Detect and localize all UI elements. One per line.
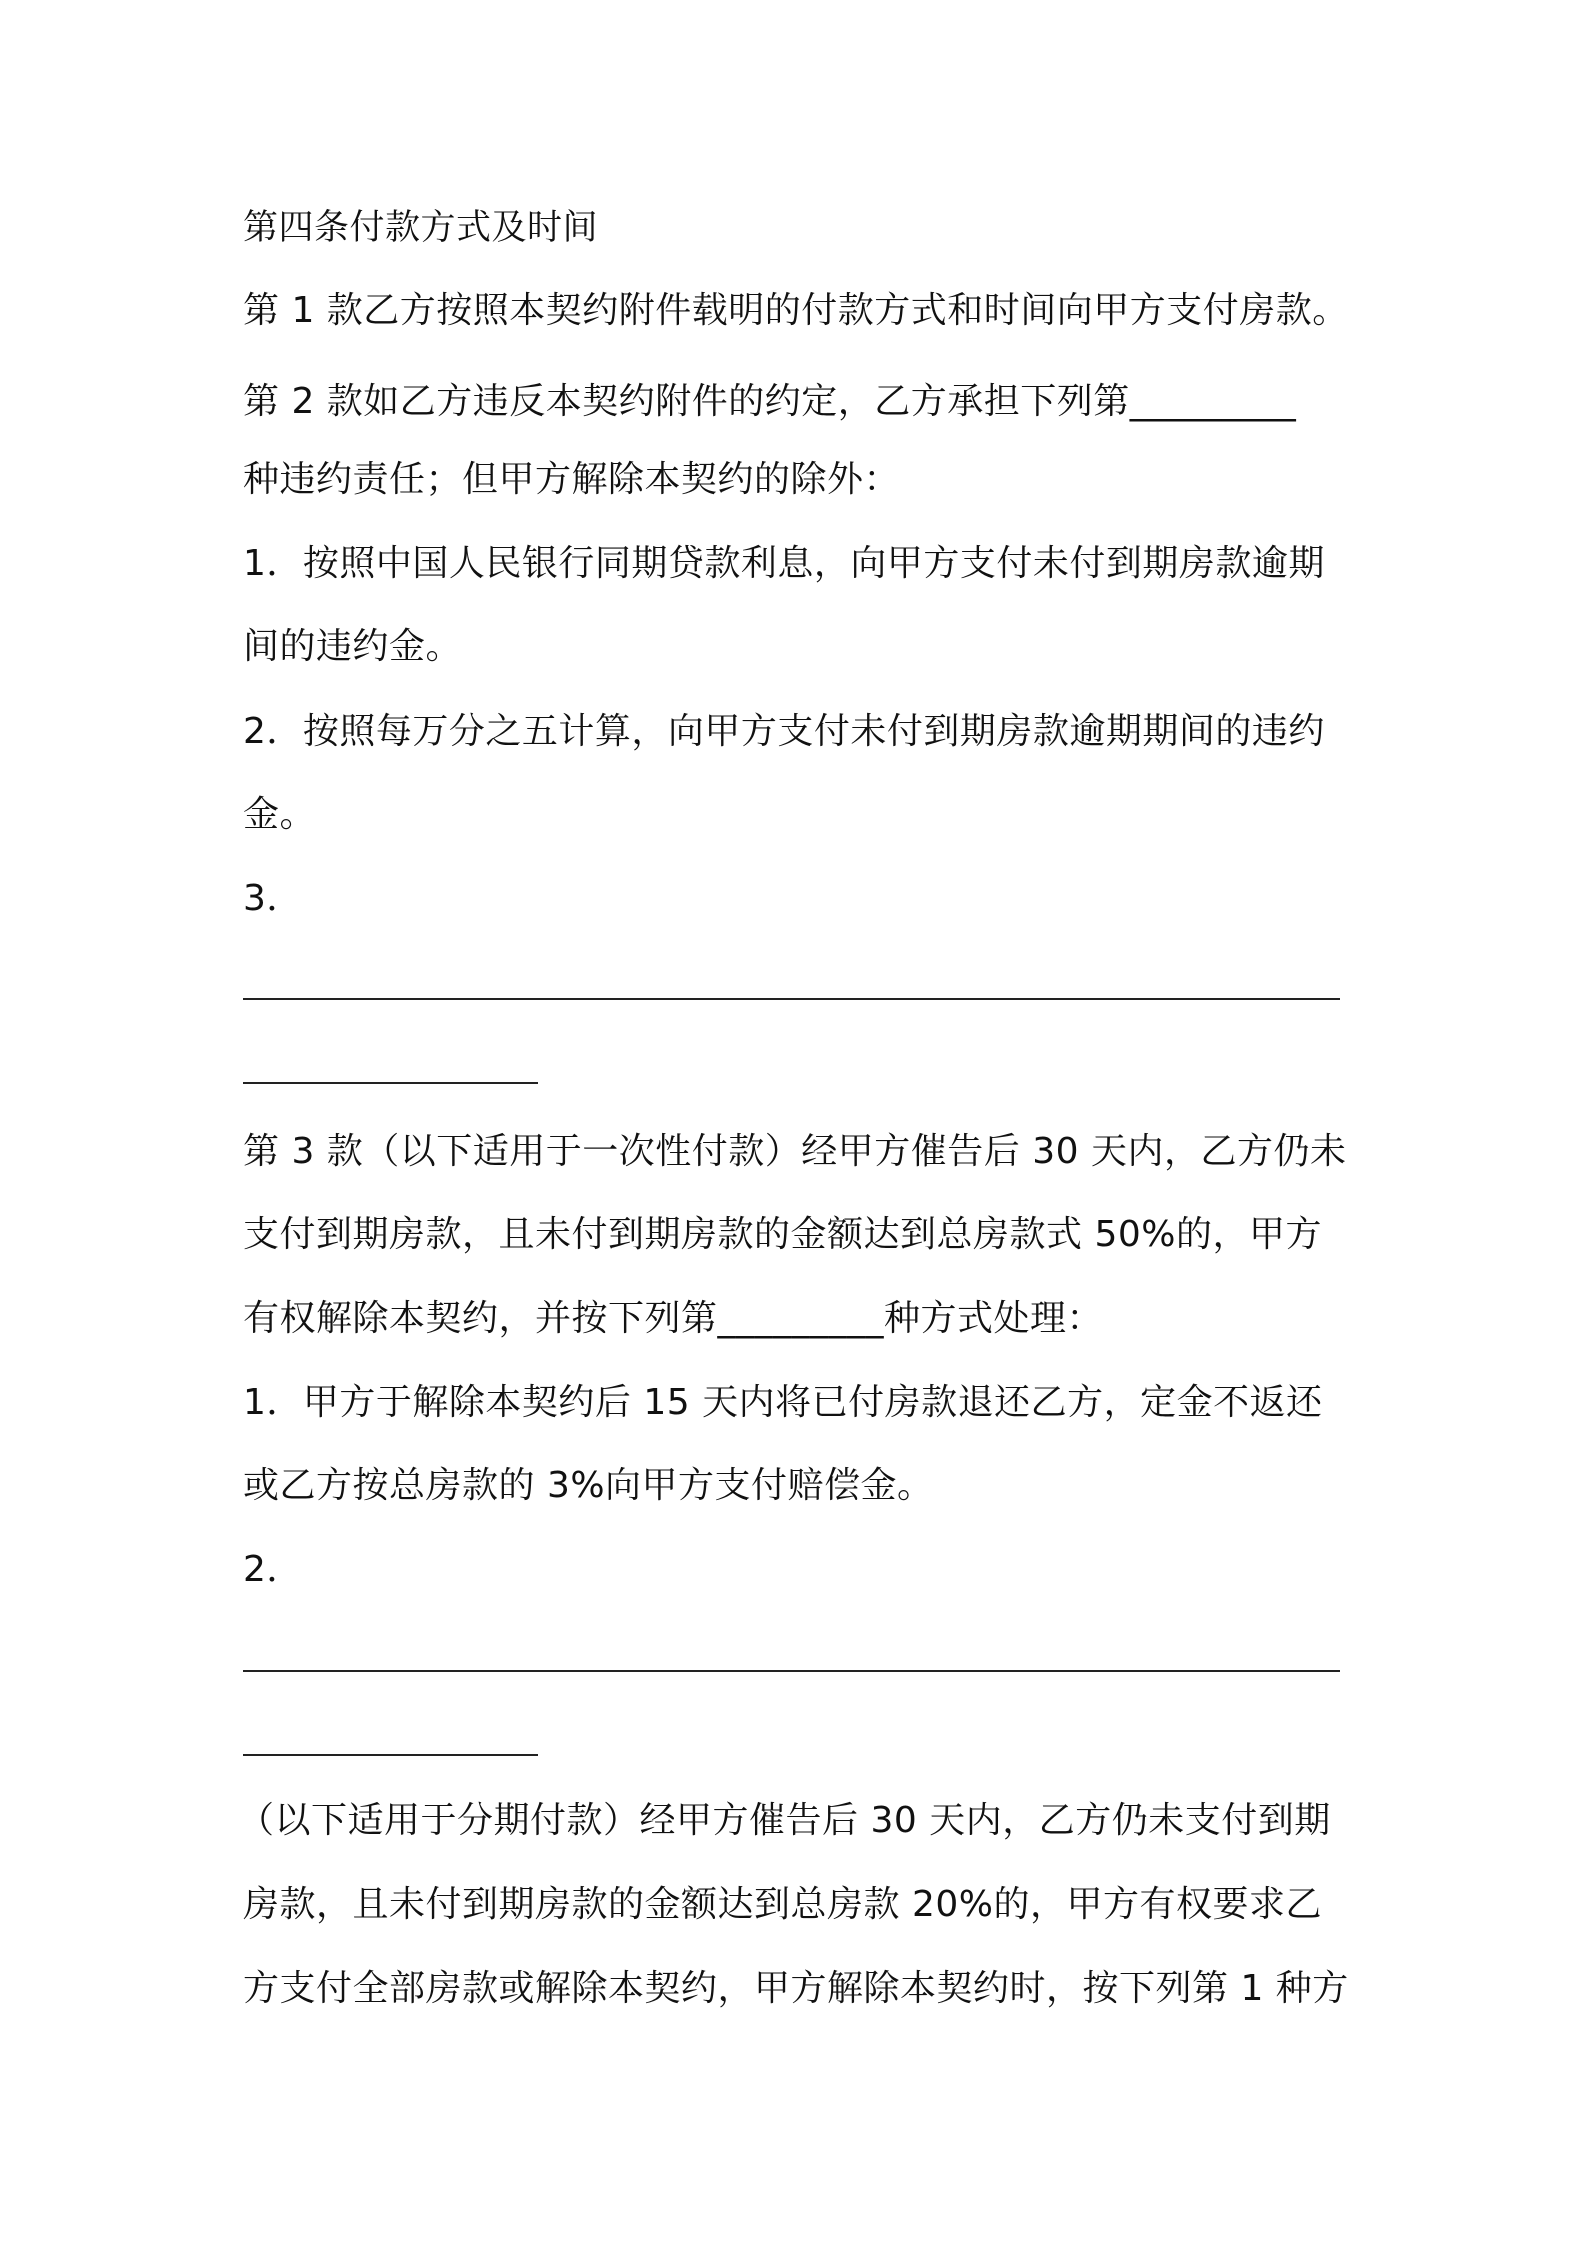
clause-2-line-2: 种违约责任；但甲方解除本契约的除外： (243, 459, 901, 500)
clause-2-item-1-line-2: 间的违约金。 (243, 626, 463, 667)
blank-fill-line (243, 1754, 538, 1756)
installment-line-3: 方支付全部房款或解除本契约，甲方解除本契约时，按下列第 1 种方 (243, 1968, 1349, 2009)
clause-2-item-2-line-2: 金。 (243, 794, 317, 835)
clause-2-item-3: 3． (243, 878, 303, 919)
blank-fill-line (243, 998, 1340, 1000)
clause-2-item-2-line-1: 2．按照每万分之五计算，向甲方支付未付到期房款逾期期间的违约 (243, 711, 1325, 752)
clause-1-text: 第 1 款乙方按照本契约附件载明的付款方式和时间向甲方支付房款。 (243, 290, 1349, 331)
clause-2-item-1-line-1: 1．按照中国人民银行同期贷款利息，向甲方支付未付到期房款逾期 (243, 543, 1325, 584)
blank-fill-line (243, 1670, 1340, 1672)
clause-3-line-1: 第 3 款（以下适用于一次性付款）经甲方催告后 30 天内，乙方仍未 (243, 1131, 1347, 1172)
clause-3-item-1-line-1: 1．甲方于解除本契约后 15 天内将已付房款退还乙方，定金不返还 (243, 1382, 1323, 1423)
clause-3-line-3: 有权解除本契约，并按下列第_________种方式处理： (243, 1298, 1104, 1339)
installment-line-2: 房款，且未付到期房款的金额达到总房款 20%的，甲方有权要求乙 (243, 1884, 1322, 1925)
clause-3-item-2: 2． (243, 1549, 303, 1590)
clause-2-line-1: 第 2 款如乙方违反本契约附件的约定，乙方承担下列第_________ (243, 381, 1297, 422)
clause-3-item-1-line-2: 或乙方按总房款的 3%向甲方支付赔偿金。 (243, 1465, 934, 1506)
installment-line-1: （以下适用于分期付款）经甲方催告后 30 天内，乙方仍未支付到期 (238, 1800, 1331, 1841)
blank-fill-line (243, 1082, 538, 1084)
clause-3-line-2: 支付到期房款，且未付到期房款的金额达到总房款式 50%的，甲方 (243, 1214, 1322, 1255)
article-title: 第四条付款方式及时间 (243, 208, 599, 248)
